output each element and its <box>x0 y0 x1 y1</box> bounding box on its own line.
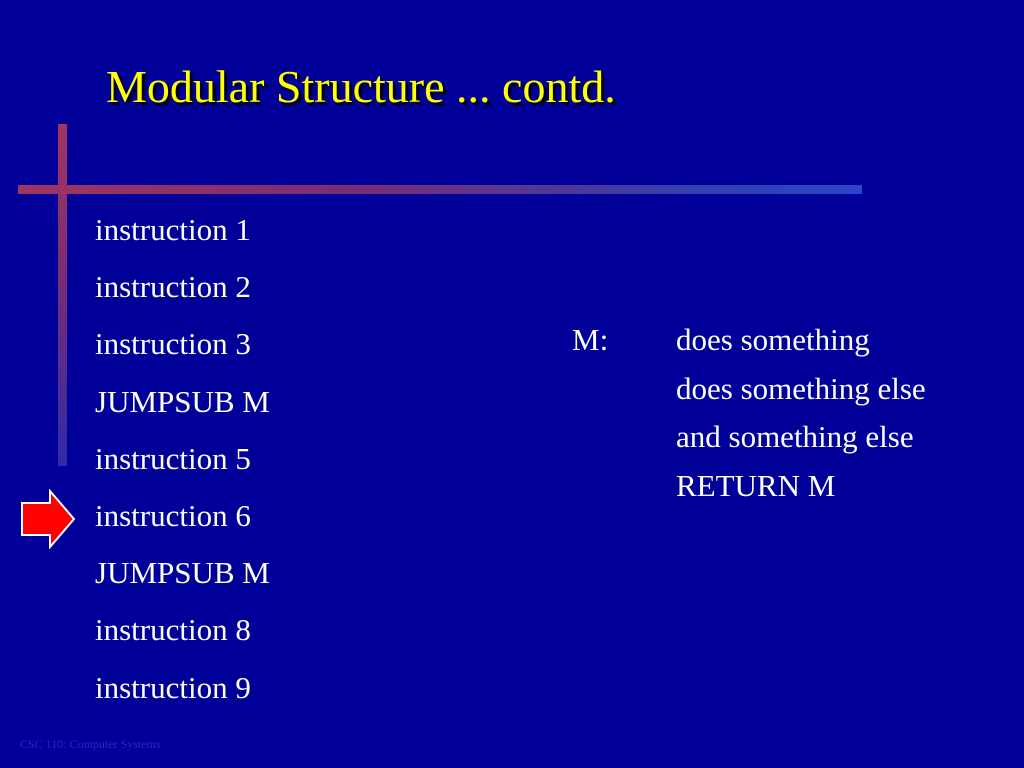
instruction-item: instruction 3 <box>95 326 251 362</box>
subroutine-line: does something <box>676 322 870 357</box>
subroutine-body <box>676 316 926 510</box>
right-arrow-icon <box>20 489 76 549</box>
slide-title: Modular Structure ... contd. <box>106 61 616 112</box>
subroutine-line: RETURN M <box>676 467 836 503</box>
instruction-item: instruction 5 <box>95 440 251 476</box>
subroutine-line: and something else <box>676 419 914 454</box>
decorative-horizontal-bar <box>18 185 862 194</box>
instruction-item: instruction 8 <box>95 612 251 648</box>
subroutine-label: M: <box>572 322 609 357</box>
instruction-list <box>95 206 270 721</box>
instruction-item: JUMPSUB M <box>95 383 270 419</box>
slide-footer: CSC 110: Computer Systems <box>20 737 161 751</box>
instruction-item: JUMPSUB M <box>95 555 270 591</box>
instruction-item: instruction 2 <box>95 269 251 305</box>
subroutine-line: does something else <box>676 370 926 406</box>
instruction-item: instruction 1 <box>95 212 251 247</box>
decorative-vertical-bar <box>58 124 67 466</box>
instruction-item-current: instruction 6 <box>95 497 251 533</box>
instruction-item: instruction 9 <box>95 669 251 705</box>
